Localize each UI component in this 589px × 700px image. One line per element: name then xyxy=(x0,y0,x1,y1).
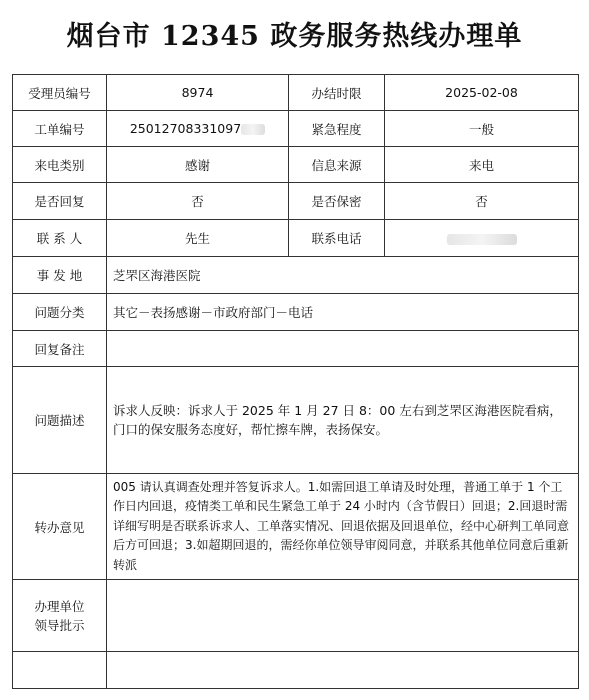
finish-time-label: 办结时限 xyxy=(289,75,385,111)
operator-id-label: 受理员编号 xyxy=(13,75,107,111)
row-reply xyxy=(13,183,579,220)
redacted-mask xyxy=(241,124,265,135)
leader-approval-label xyxy=(13,580,107,652)
row-call-type xyxy=(13,147,579,183)
urgency-value: 一般 xyxy=(385,111,579,147)
leader-approval-value xyxy=(107,580,579,652)
info-source-value: 来电 xyxy=(385,147,579,183)
row-operator xyxy=(13,75,579,111)
page-title: 烟台市 12345 政务服务热线办理单 xyxy=(66,21,523,52)
blank-cell xyxy=(13,652,107,689)
work-order-form xyxy=(12,74,579,689)
operator-id-value: 8974 xyxy=(107,75,289,111)
row-reply-note xyxy=(13,331,579,367)
row-leader-approval xyxy=(13,580,579,652)
redacted-mask xyxy=(447,234,517,245)
row-blank xyxy=(13,652,579,689)
row-transfer-opinion xyxy=(13,474,579,580)
finish-time-value: 2025-02-08 xyxy=(385,75,579,111)
description-label: 问题描述 xyxy=(13,367,107,474)
location-value: 芝罘区海港医院 xyxy=(107,257,579,294)
row-ticket xyxy=(13,111,579,147)
ticket-no-cell xyxy=(107,111,289,147)
blank-cell xyxy=(107,652,579,689)
call-type-label: 来电类别 xyxy=(13,147,107,183)
reply-note-label: 回复备注 xyxy=(13,331,107,367)
description-value: 诉求人反映：诉求人于 2025 年 1 月 27 日 8：00 左右到芝罘区海港医院看病，门口的保安服务态度好，帮忙擦车牌，表扬保安。 xyxy=(107,367,579,474)
need-reply-value: 否 xyxy=(107,183,289,220)
contact-value: 先生 xyxy=(107,220,289,257)
row-location xyxy=(13,257,579,294)
confidential-label: 是否保密 xyxy=(289,183,385,220)
category-value: 其它－表扬感谢－市政府部门－电话 xyxy=(107,294,579,331)
leader-approval-label-line2: 领导批示 xyxy=(34,617,85,633)
ticket-no-value: 25012708331097 xyxy=(129,121,242,136)
location-label: 事 发 地 xyxy=(13,257,107,294)
row-description xyxy=(13,367,579,474)
phone-cell xyxy=(385,220,579,257)
leader-approval-label-line1: 办理单位 xyxy=(34,598,85,614)
ticket-no-label: 工单编号 xyxy=(13,111,107,147)
row-contact xyxy=(13,220,579,257)
contact-label: 联 系 人 xyxy=(13,220,107,257)
info-source-label: 信息来源 xyxy=(289,147,385,183)
confidential-value: 否 xyxy=(385,183,579,220)
phone-label: 联系电话 xyxy=(289,220,385,257)
transfer-opinion-label: 转办意见 xyxy=(13,474,107,580)
urgency-label: 紧急程度 xyxy=(289,111,385,147)
transfer-opinion-value: 005 请认真调查处理并答复诉求人。1.如需回退工单请及时处理，普通工单于 1 个工作日内回退，疫情类工单和民生紧急工单于 24 小时内（含节假日）回退；2.回退时需详细写明是否联系诉求人、工单落实情况、回退依据及回退单位，经中心研判工单同意后方可回退；3.如超期回退的，需经你单位领导审阅同意，并联系其他单位同意后重新转派 xyxy=(107,474,579,580)
need-reply-label: 是否回复 xyxy=(13,183,107,220)
category-label: 问题分类 xyxy=(13,294,107,331)
call-type-value: 感谢 xyxy=(107,147,289,183)
reply-note-value xyxy=(107,331,579,367)
row-category xyxy=(13,294,579,331)
